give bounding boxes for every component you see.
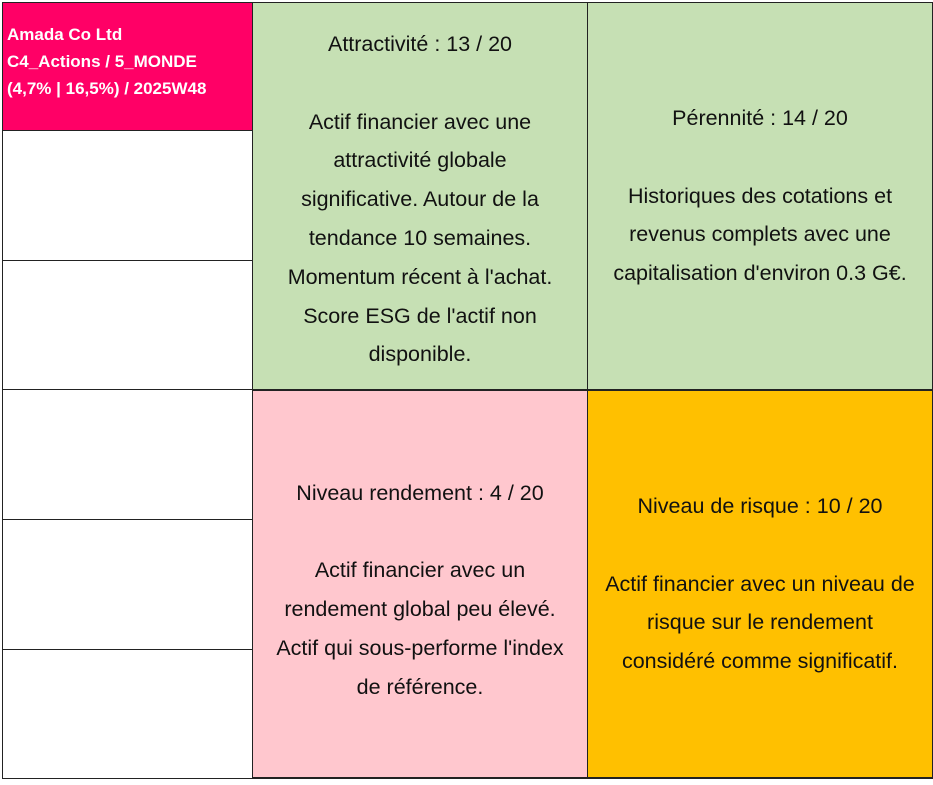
asset-header-cell: [2, 2, 253, 131]
description-line: capitalisation d'environ 0.3 G€.: [613, 261, 907, 286]
asset-stats-week: (4,7% | 16,5%) / 2025W48: [7, 79, 207, 98]
perennite-title: Pérennité : 14 / 20: [672, 106, 848, 130]
description-line: rendement global peu élevé.: [284, 597, 556, 621]
description-line: revenus complets avec une: [629, 222, 891, 247]
risque-description: [605, 565, 915, 681]
description-line: considéré comme significatif.: [621, 649, 898, 674]
description-line: Historiques des cotations et: [627, 183, 893, 208]
description-line: disponible.: [368, 342, 472, 367]
description-line: Actif financier avec un niveau de: [605, 571, 915, 596]
description-line: significative. Autour de la: [301, 187, 539, 212]
attractivite-title: Attractivité : 13 / 20: [327, 32, 513, 56]
description-line: Score ESG de l'actif non: [303, 303, 537, 328]
asset-name: Amada Co Ltd: [7, 25, 123, 44]
description-line: risque sur le rendement: [647, 610, 873, 635]
risque-panel: [587, 390, 933, 778]
table-bottom-border: [2, 778, 933, 782]
empty-cell: [2, 519, 253, 650]
rendement-panel: [252, 390, 588, 778]
empty-cell: [2, 389, 253, 520]
description-line: Actif qui sous-performe l'index: [276, 635, 564, 660]
attractivite-description: [288, 103, 553, 375]
description-line: Momentum récent à l'achat.: [287, 264, 553, 289]
rendement-description: [276, 551, 563, 706]
empty-cell: [2, 130, 253, 261]
perennite-panel: [587, 2, 933, 390]
description-line: de référence.: [356, 674, 484, 699]
perennite-description: [613, 177, 906, 293]
description-line: Actif financier avec une: [308, 109, 532, 134]
empty-cell: [2, 649, 253, 779]
description-line: Actif financier avec un: [314, 558, 526, 583]
asset-category: C4_Actions / 5_MONDE: [7, 52, 197, 71]
rendement-title: Niveau rendement : 4 / 20: [296, 480, 544, 505]
empty-cell: [2, 260, 253, 390]
description-line: attractivité globale: [333, 148, 507, 173]
attractivite-panel: [252, 2, 588, 390]
risque-title: Niveau de risque : 10 / 20: [637, 494, 883, 518]
description-line: tendance 10 semaines.: [308, 225, 532, 250]
